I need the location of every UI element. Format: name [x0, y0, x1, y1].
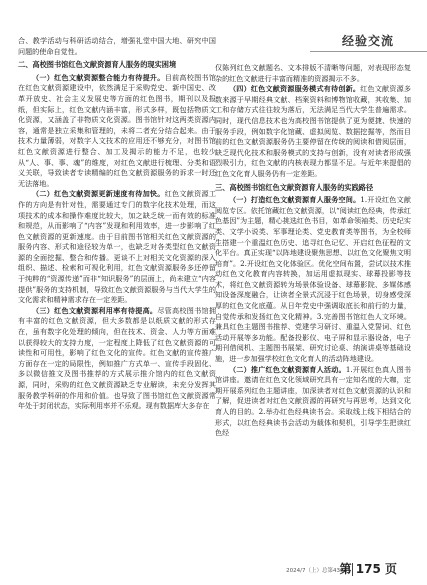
right-column: [215, 63, 411, 439]
paragraph-sub-4: [215, 84, 411, 179]
section-heading-2: 二、高校图书馆红色文献资源育人服务的现实困境: [18, 60, 177, 70]
paragraph-sub-5: [215, 195, 411, 365]
right-first-paragraph: 仅陈列红色文献题名、文本排版不清晰等问题，对表现形态复杂的红色文献进行丰富而精准的资源揭示不多。: [215, 63, 411, 83]
subheading-1: （一）红色文献资源整合能力有待提升。: [32, 72, 165, 82]
issue-number: 2024/7（上）总第430期: [286, 568, 349, 574]
page-footer: [0, 545, 427, 585]
paragraph-sub-1-text: 目前高校图书馆在红色文献资源建设中，依然满足于采购党史、新中国史、改革开放史、社会主义发展史等方面的红色图书，期刊以及报纸，但实际上，红色文献内涵丰富，形式多样，既包括物质文化资源，又涵盖了非物质文化资源。图书馆针对这两类资源内容，通常是独立采集和管理的，未将二者充分结合起来。由于技术力量薄弱，对数字人文技术的应用还不够充分，对图书馆红色文献资源进行整合、加工及揭示的能力不足，也较少从“人、事、事、魂”的维度，对红色文献进行梳理、分类和语义关联，导致读者专读精编的红色文献资源服务的诉求一时还无法落地。: [18, 72, 217, 188]
subheading-2: （二）红色文献资源更新速度有待加快。: [32, 189, 165, 199]
left-column: [18, 36, 216, 412]
paragraph-sub-6: [215, 365, 411, 439]
paragraph-sub-6-text: 1.开展红色真人图书馆讲座。邀请在红色文化领域研究具有一定知名度的大咖，定期开展系列红色主题讲座，加深读者对红色文献资源的认识和了解，促进读者对红色文献资源的再研究与再思考，达到文化育人的目的。2.举办红色经典读书会。采取线上线下相结合的形式，以红色经典读书会活动为载体和契机，引导学生把读红色经: [215, 364, 411, 438]
paragraph-sub-5-text: 1.开设红色文献阅览专区。依托馆藏红色文献资源，以“阅读红色经典，传承红色基因”为主题，精心挑选红色书目，如革命领袖类、历史纪实类、文学小说类、军事理论类、党史教育类等图书，为全校师生搭建一个重温红色历史、追寻红色记忆、开启红色征程的文化平台。真正实现“以阵地建设聚焦思想、以红色文化聚焦文明培育”。2.开设红色文化体验区。优化空间布置，尝试以技术推动红色文化教育内容转换，加运用虚拟现实、球幕投影等技术，将红色文献资源转为场景体验设备、球幕影院、多媒体感知设备深度融合，让读者全景式沉浸于红色场景，切身感受深厚的红色文化底蕴。从日年党史中强调取底长和前行的力量，自觉传承和发扬红色文化精神。3.完善图书馆红色人文环境。兼具红色主题图书推荐、党建学习研讨、重温入党誓词、红色活动开展等多功能。配备投影仪、电子屏和显示器设备，电子期刊借阅机、主题图书展架、研究讨论桌、纳演讲桌等基础设施，进一步加强学校红色文化育人的活动阵地建设。: [215, 195, 411, 364]
header-rule: [310, 51, 427, 52]
section-label: 经验交流: [341, 34, 394, 48]
page-number: 第 175 页: [339, 562, 397, 576]
paragraph-sub-2: [18, 189, 216, 306]
paragraph-sub-3-text: 尽管高校图书馆拥有丰富的红色文献资源，但大多数都是以纸质文献的形式存在，虽有数字化处理的倾向，但在技术、资金、人力等方面难以获得较大的支持力度，一定程度上降低了红色文献资源的可读性和可用性，影响了红色文化的宣传。红色文献的宣传推广方面存在一定的局限性，例如推广方式单一、宣传手段固化、多以微信推文及图书推荐的方式展示推介馆内的红色文献资源，同时，采购的红色文献资源缺乏专业解读，未充分发挥其服务教学科研的作用和价值。也导致了图书馆红色文献资源常年处于封闭状态，实际利用率并不乐观。现有数据库大多存在: [18, 305, 217, 411]
subheading-6: （二）推广红色文献资源育人活动。: [229, 364, 346, 374]
subheading-4: （四）红色文献资源服务模式有待创新。: [229, 84, 361, 94]
subheading-3: （三）红色文献资源利用率有待提高。: [32, 305, 158, 315]
subheading-5: （一）打造红色文献资源育人服务空间。: [229, 195, 361, 205]
paragraph-sub-1: [18, 73, 216, 190]
paragraph-sub-2-text: 红色文献资源工作的方向是有针对性，需要通过专门的数字化技术处理，而这项技术的成本和操作难度比较大，加之缺乏统一而有效的标准和规范，从而影响了“内容”发现和利用效率，进一步影响了红色文献资源的更新速度。由于目前图书馆相关红色文献资源的服务内容、形式和途径较为单一，也缺乏对各类型红色文献资源的全面挖掘、整合和传播。更谈不上对相关文化资源的深入组织、描述、检索和可视化利用，红色文献资源服务多还停留于纯粹的“资源传递”而非“知识服务”的层面上，尚未建立“内容提供”服务的支持机制，导致红色文献资源服务与当代大学生的文化需求和精神需求存在一定差距。: [18, 189, 217, 305]
intro-paragraph: 合、教学活动与科研活动结合，增强礼堂中国大地、研究中国问题的使命自觉性。: [18, 36, 216, 56]
paragraph-sub-3: [18, 306, 216, 412]
section-heading-3: 三、高校图书馆红色文献资源育人服务的实践路径: [215, 182, 374, 192]
paragraph-sub-4-text: 红色文献资源多数来源于早期经典文献、档案资料和博物馆收藏，其收集、加工和存储方式往往较为落后，无法满足当代大学生普遍需求。同时，现代信息技术也为高校图书馆提供了更为便捷、快速的服务手段，例如数字化馆藏、虚拟阅览、数据挖掘等，然而目前的红色文献资源服务仍主要停留在传统的阅读和借阅层面，缺乏现代化技术和服务模式的支持与创新，没有对读者形成强烈吸引力，红色文献的内核表现力都显不足。与近年来提倡的红色文化育人服务仍有一定差距。: [215, 84, 412, 178]
